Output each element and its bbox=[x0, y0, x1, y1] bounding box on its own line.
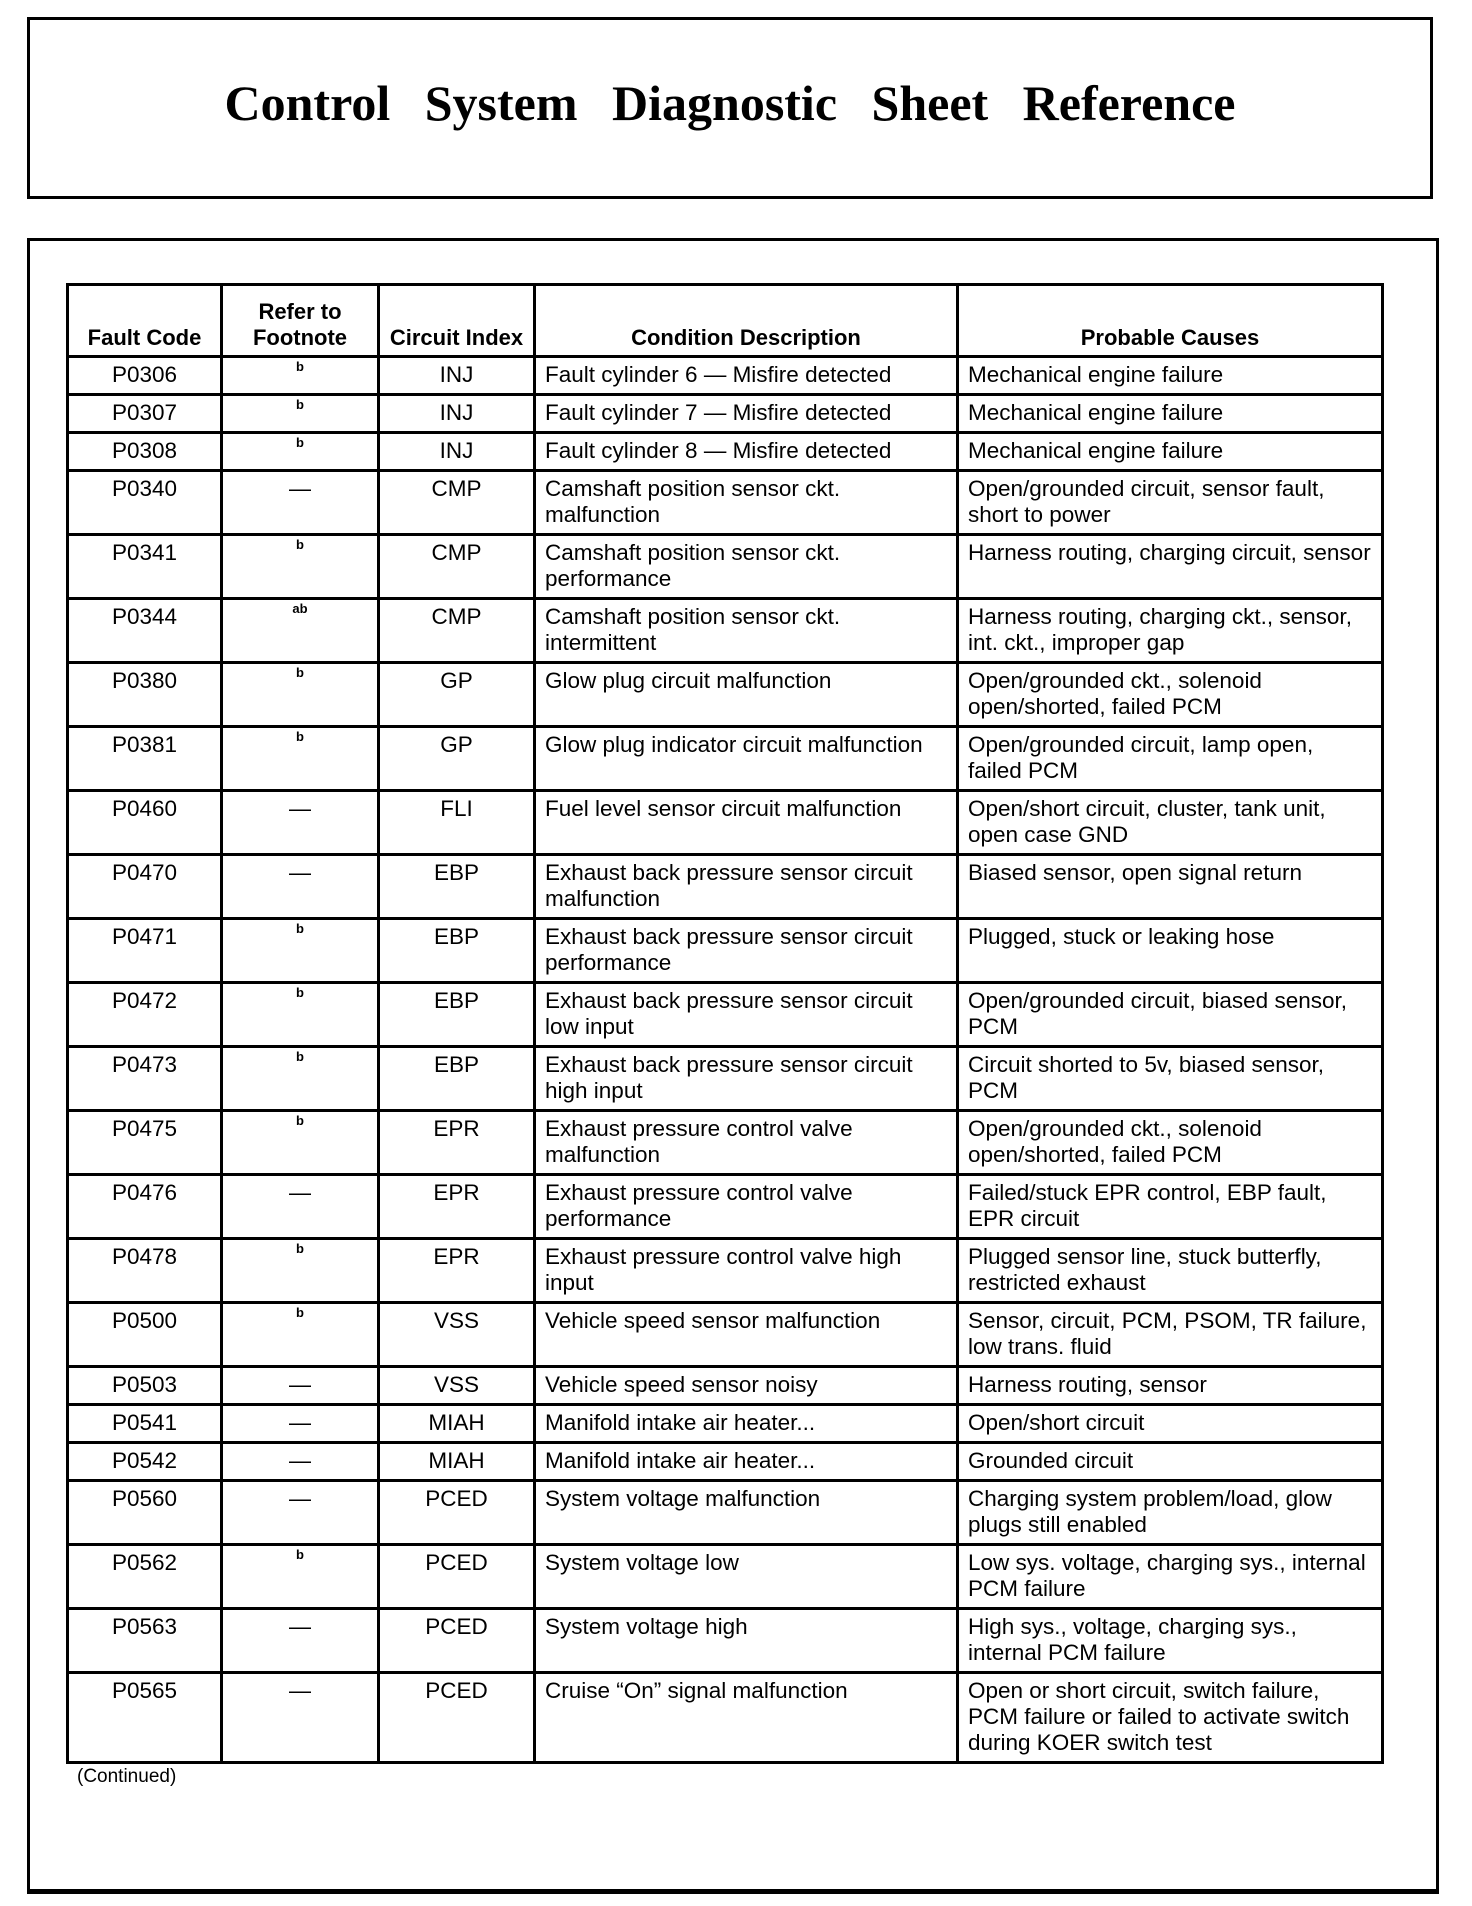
table-row bbox=[68, 855, 1383, 919]
fault-code-cell: P0344 bbox=[68, 599, 222, 663]
fault-code-cell: P0341 bbox=[68, 535, 222, 599]
table-row bbox=[68, 471, 1383, 535]
fault-code-cell: P0503 bbox=[68, 1367, 222, 1405]
fault-code-cell: P0460 bbox=[68, 791, 222, 855]
table-row bbox=[68, 1303, 1383, 1367]
footnote-cell: — bbox=[222, 471, 379, 535]
circuit-index-cell: PCED bbox=[379, 1673, 535, 1763]
causes-cell: Mechanical engine failure bbox=[958, 433, 1383, 471]
condition-cell: Exhaust pressure control valve malfunction bbox=[535, 1111, 958, 1175]
fault-code-cell: P0475 bbox=[68, 1111, 222, 1175]
causes-cell: Mechanical engine failure bbox=[958, 357, 1383, 395]
fault-code-cell: P0306 bbox=[68, 357, 222, 395]
table-row bbox=[68, 727, 1383, 791]
table-row bbox=[68, 983, 1383, 1047]
circuit-index-cell: MIAH bbox=[379, 1443, 535, 1481]
causes-cell: Open or short circuit, switch failure, PCM failure or failed to activate switch during KOER switch test bbox=[958, 1673, 1383, 1763]
table-row bbox=[68, 1405, 1383, 1443]
header-causes: Probable Causes bbox=[958, 285, 1383, 357]
table-row bbox=[68, 791, 1383, 855]
condition-cell: System voltage malfunction bbox=[535, 1481, 958, 1545]
table-row bbox=[68, 1545, 1383, 1609]
condition-cell: Exhaust back pressure sensor circuit performance bbox=[535, 919, 958, 983]
footnote-cell: b bbox=[222, 395, 379, 433]
fault-code-cell: P0307 bbox=[68, 395, 222, 433]
condition-cell: Glow plug indicator circuit malfunction bbox=[535, 727, 958, 791]
causes-cell: Circuit shorted to 5v, biased sensor, PCM bbox=[958, 1047, 1383, 1111]
causes-cell: Open/grounded ckt., solenoid open/shorted, failed PCM bbox=[958, 1111, 1383, 1175]
causes-cell: Open/short circuit bbox=[958, 1405, 1383, 1443]
footnote-cell: b bbox=[222, 357, 379, 395]
causes-cell: Low sys. voltage, charging sys., internal PCM failure bbox=[958, 1545, 1383, 1609]
table-row bbox=[68, 1609, 1383, 1673]
condition-cell: System voltage high bbox=[535, 1609, 958, 1673]
fault-code-cell: P0560 bbox=[68, 1481, 222, 1545]
table-row bbox=[68, 1481, 1383, 1545]
circuit-index-cell: EBP bbox=[379, 855, 535, 919]
circuit-index-cell: CMP bbox=[379, 599, 535, 663]
header-condition: Condition Description bbox=[535, 285, 958, 357]
circuit-index-cell: PCED bbox=[379, 1609, 535, 1673]
footnote-cell: — bbox=[222, 1367, 379, 1405]
condition-cell: System voltage low bbox=[535, 1545, 958, 1609]
table-row bbox=[68, 395, 1383, 433]
causes-cell: Sensor, circuit, PCM, PSOM, TR failure, low trans. fluid bbox=[958, 1303, 1383, 1367]
footnote-cell: b bbox=[222, 1047, 379, 1111]
circuit-index-cell: PCED bbox=[379, 1481, 535, 1545]
circuit-index-cell: CMP bbox=[379, 471, 535, 535]
table-row bbox=[68, 663, 1383, 727]
fault-code-cell: P0340 bbox=[68, 471, 222, 535]
circuit-index-cell: MIAH bbox=[379, 1405, 535, 1443]
fault-code-cell: P0470 bbox=[68, 855, 222, 919]
table-row bbox=[68, 1367, 1383, 1405]
fault-code-cell: P0542 bbox=[68, 1443, 222, 1481]
header-footnote: Refer to Footnote bbox=[222, 285, 379, 357]
causes-cell: Open/short circuit, cluster, tank unit, open case GND bbox=[958, 791, 1383, 855]
condition-cell: Exhaust back pressure sensor circuit high input bbox=[535, 1047, 958, 1111]
condition-cell: Fault cylinder 8 — Misfire detected bbox=[535, 433, 958, 471]
condition-cell: Camshaft position sensor ckt. intermittent bbox=[535, 599, 958, 663]
header-circuit-index: Circuit Index bbox=[379, 285, 535, 357]
condition-cell: Fault cylinder 6 — Misfire detected bbox=[535, 357, 958, 395]
fault-code-cell: P0562 bbox=[68, 1545, 222, 1609]
fault-code-cell: P0476 bbox=[68, 1175, 222, 1239]
causes-cell: Failed/stuck EPR control, EBP fault, EPR circuit bbox=[958, 1175, 1383, 1239]
circuit-index-cell: INJ bbox=[379, 357, 535, 395]
fault-code-cell: P0500 bbox=[68, 1303, 222, 1367]
circuit-index-cell: EBP bbox=[379, 919, 535, 983]
causes-cell: Plugged, stuck or leaking hose bbox=[958, 919, 1383, 983]
footnote-cell: b bbox=[222, 433, 379, 471]
fault-code-cell: P0478 bbox=[68, 1239, 222, 1303]
condition-cell: Cruise “On” signal malfunction bbox=[535, 1673, 958, 1763]
condition-cell: Glow plug circuit malfunction bbox=[535, 663, 958, 727]
circuit-index-cell: EBP bbox=[379, 983, 535, 1047]
fault-code-cell: P0472 bbox=[68, 983, 222, 1047]
footnote-cell: — bbox=[222, 855, 379, 919]
condition-cell: Fuel level sensor circuit malfunction bbox=[535, 791, 958, 855]
condition-cell: Manifold intake air heater... bbox=[535, 1443, 958, 1481]
condition-cell: Camshaft position sensor ckt. malfunction bbox=[535, 471, 958, 535]
causes-cell: Charging system problem/load, glow plugs still enabled bbox=[958, 1481, 1383, 1545]
table-row bbox=[68, 433, 1383, 471]
causes-cell: Harness routing, charging circuit, sensor bbox=[958, 535, 1383, 599]
fault-code-cell: P0563 bbox=[68, 1609, 222, 1673]
causes-cell: Biased sensor, open signal return bbox=[958, 855, 1383, 919]
fault-code-cell: P0565 bbox=[68, 1673, 222, 1763]
table-row bbox=[68, 535, 1383, 599]
table-row bbox=[68, 599, 1383, 663]
footnote-cell: b bbox=[222, 663, 379, 727]
footnote-cell: b bbox=[222, 535, 379, 599]
table-row bbox=[68, 357, 1383, 395]
circuit-index-cell: VSS bbox=[379, 1367, 535, 1405]
causes-cell: Harness routing, charging ckt., sensor, int. ckt., improper gap bbox=[958, 599, 1383, 663]
table-row bbox=[68, 1111, 1383, 1175]
footnote-cell: b bbox=[222, 1545, 379, 1609]
causes-cell: Open/grounded ckt., solenoid open/shorted, failed PCM bbox=[958, 663, 1383, 727]
footnote-cell: b bbox=[222, 919, 379, 983]
table-row bbox=[68, 1047, 1383, 1111]
diagnostic-table bbox=[66, 283, 1384, 1764]
footnote-cell: — bbox=[222, 1481, 379, 1545]
causes-cell: Open/grounded circuit, sensor fault, short to power bbox=[958, 471, 1383, 535]
condition-cell: Camshaft position sensor ckt. performance bbox=[535, 535, 958, 599]
condition-cell: Fault cylinder 7 — Misfire detected bbox=[535, 395, 958, 433]
footnote-cell: — bbox=[222, 791, 379, 855]
table-row bbox=[68, 1175, 1383, 1239]
causes-cell: Plugged sensor line, stuck butterfly, restricted exhaust bbox=[958, 1239, 1383, 1303]
condition-cell: Vehicle speed sensor noisy bbox=[535, 1367, 958, 1405]
circuit-index-cell: FLI bbox=[379, 791, 535, 855]
condition-cell: Exhaust back pressure sensor circuit low input bbox=[535, 983, 958, 1047]
circuit-index-cell: INJ bbox=[379, 433, 535, 471]
continued-note: (Continued) bbox=[77, 1766, 177, 1787]
circuit-index-cell: EPR bbox=[379, 1239, 535, 1303]
page-title: Control System Diagnostic Sheet Reference bbox=[224, 75, 1236, 131]
fault-code-cell: P0541 bbox=[68, 1405, 222, 1443]
condition-cell: Manifold intake air heater... bbox=[535, 1405, 958, 1443]
footnote-cell: — bbox=[222, 1443, 379, 1481]
causes-cell: Open/grounded circuit, biased sensor, PCM bbox=[958, 983, 1383, 1047]
condition-cell: Exhaust pressure control valve high input bbox=[535, 1239, 958, 1303]
footnote-cell: b bbox=[222, 983, 379, 1047]
circuit-index-cell: PCED bbox=[379, 1545, 535, 1609]
circuit-index-cell: EPR bbox=[379, 1175, 535, 1239]
condition-cell: Exhaust back pressure sensor circuit malfunction bbox=[535, 855, 958, 919]
circuit-index-cell: EPR bbox=[379, 1111, 535, 1175]
causes-cell: High sys., voltage, charging sys., internal PCM failure bbox=[958, 1609, 1383, 1673]
condition-cell: Exhaust pressure control valve performance bbox=[535, 1175, 958, 1239]
footnote-cell: — bbox=[222, 1175, 379, 1239]
fault-code-cell: P0473 bbox=[68, 1047, 222, 1111]
footnote-cell: b bbox=[222, 727, 379, 791]
footnote-cell: b bbox=[222, 1111, 379, 1175]
fault-code-cell: P0380 bbox=[68, 663, 222, 727]
title-box bbox=[27, 17, 1433, 199]
causes-cell: Open/grounded circuit, lamp open, failed PCM bbox=[958, 727, 1383, 791]
circuit-index-cell: EBP bbox=[379, 1047, 535, 1111]
table-header-row bbox=[68, 285, 1383, 357]
fault-code-cell: P0381 bbox=[68, 727, 222, 791]
footnote-cell: — bbox=[222, 1673, 379, 1763]
circuit-index-cell: GP bbox=[379, 727, 535, 791]
causes-cell: Mechanical engine failure bbox=[958, 395, 1383, 433]
footnote-cell: — bbox=[222, 1609, 379, 1673]
circuit-index-cell: INJ bbox=[379, 395, 535, 433]
table-row bbox=[68, 1443, 1383, 1481]
fault-code-cell: P0471 bbox=[68, 919, 222, 983]
causes-cell: Grounded circuit bbox=[958, 1443, 1383, 1481]
footnote-cell: — bbox=[222, 1405, 379, 1443]
causes-cell: Harness routing, sensor bbox=[958, 1367, 1383, 1405]
header-fault-code: Fault Code bbox=[68, 285, 222, 357]
condition-cell: Vehicle speed sensor malfunction bbox=[535, 1303, 958, 1367]
footnote-cell: b bbox=[222, 1239, 379, 1303]
table-row bbox=[68, 1673, 1383, 1763]
table-row bbox=[68, 919, 1383, 983]
circuit-index-cell: VSS bbox=[379, 1303, 535, 1367]
footnote-cell: ab bbox=[222, 599, 379, 663]
circuit-index-cell: CMP bbox=[379, 535, 535, 599]
table-row bbox=[68, 1239, 1383, 1303]
fault-code-cell: P0308 bbox=[68, 433, 222, 471]
circuit-index-cell: GP bbox=[379, 663, 535, 727]
footnote-cell: b bbox=[222, 1303, 379, 1367]
